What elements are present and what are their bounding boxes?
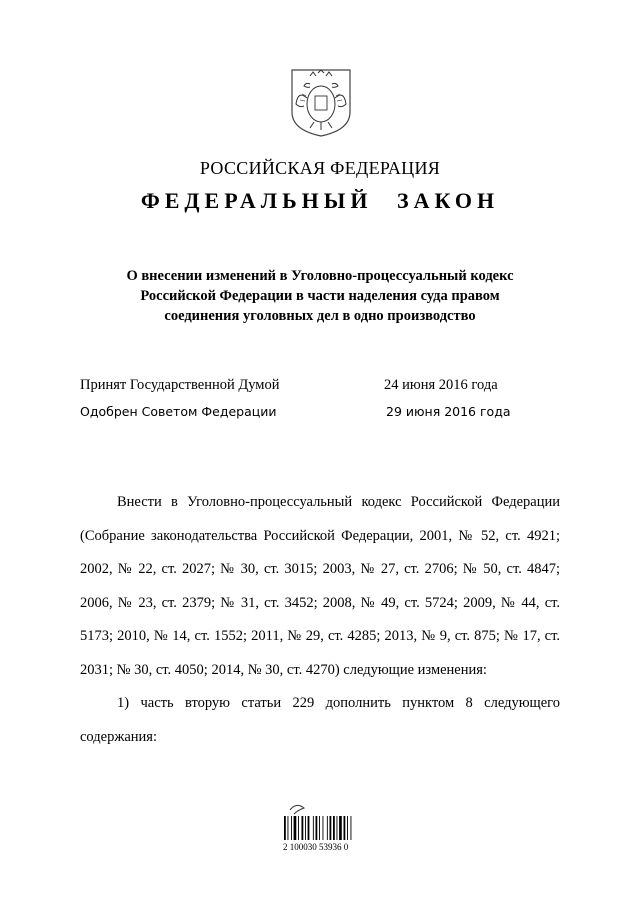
double-headed-eagle-icon (290, 68, 352, 138)
barcode-number: 2 100030 53936 0 (283, 842, 349, 852)
coat-of-arms-emblem (290, 68, 352, 138)
subject-line: О внесении изменений в Уголовно-процессуальный кодекс (126, 268, 514, 284)
subject-line: Российской Федерации в части наделения суда правом (140, 288, 500, 304)
document-type-heading: ФЕДЕРАЛЬНЫЙ ЗАКОН (140, 188, 500, 213)
council-approval-date: 29 июня 2016 года (386, 404, 511, 419)
subject-line: соединения уголовных дел в одно производство (164, 308, 476, 324)
duma-adoption-date: 24 июня 2016 года (384, 377, 498, 393)
law-subject-title (100, 266, 540, 326)
duma-adoption-label: Принят Государственной Думой (80, 377, 280, 393)
country-heading: РОССИЙСКАЯ ФЕДЕРАЦИЯ (199, 158, 441, 178)
body-paragraph: Внести в Уголовно-процессуальный кодекс Российской Федерации (Собрание законодательства Российской Федерации, 2001, № 52, ст. 4921; 2002, № 22, ст. 2027; № 30, ст. 3015; 2003, № 27, ст. 2706; № 50, ст. 4847; 2006, № 23, ст. 2379; № 31, ст. 3452; 2008, № 49, ст. 5724; 2009, № 44, ст. 5173; 2010, № 14, ст. 1552; 2011, № 29, ст. 4285; 2013, № 9, ст. 875; № 17, ст. 2031; № 30, ст. 4050; 2014, № 30, ст. 4270) следующие изменения: (80, 494, 560, 678)
council-approval-label: Одобрен Советом Федерации (80, 404, 277, 419)
law-body (80, 486, 560, 754)
body-paragraph: 1) часть вторую статьи 229 дополнить пунктом 8 следующего содержания: (80, 695, 560, 745)
barcode-bars (282, 800, 362, 840)
